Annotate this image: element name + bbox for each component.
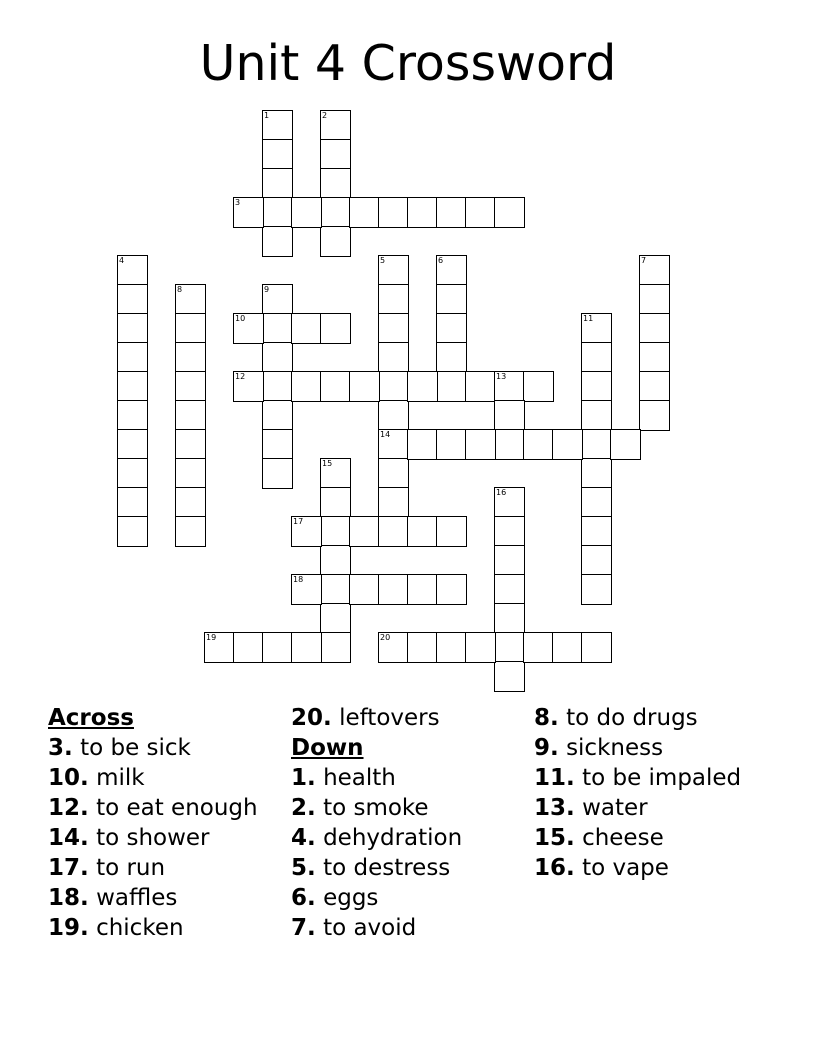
grid-cell[interactable] [581, 371, 612, 402]
clue-down-4: 4. dehydration [291, 825, 463, 851]
grid-cell[interactable] [262, 197, 293, 228]
clue-number: 15 [322, 459, 333, 468]
grid-cell[interactable] [378, 313, 409, 344]
grid-cell[interactable] [465, 197, 496, 228]
grid-cell[interactable] [523, 429, 554, 460]
grid-cell[interactable] [494, 371, 525, 402]
grid-cell[interactable] [639, 342, 670, 373]
grid-cell[interactable] [436, 574, 467, 605]
grid-cell[interactable] [610, 429, 641, 460]
grid-cell[interactable] [639, 371, 670, 402]
grid-cell[interactable] [175, 284, 206, 315]
clue-across-3: 3. to be sick [48, 735, 191, 761]
grid-cell[interactable] [320, 603, 351, 634]
grid-cell[interactable] [436, 516, 467, 547]
grid-cell[interactable] [262, 110, 293, 141]
clue-number: 12 [235, 372, 246, 381]
grid-cell[interactable] [175, 371, 206, 402]
grid-cell[interactable] [349, 371, 380, 402]
grid-cell[interactable] [117, 400, 148, 431]
grid-cell[interactable] [233, 371, 264, 402]
grid-cell[interactable] [407, 429, 438, 460]
grid-cell[interactable] [581, 574, 612, 605]
grid-cell[interactable] [117, 371, 148, 402]
clue-number: 7 [641, 256, 647, 265]
grid-cell[interactable] [494, 603, 525, 634]
grid-cell[interactable] [581, 400, 612, 431]
grid-cell[interactable] [117, 429, 148, 460]
grid-cell[interactable] [494, 632, 525, 663]
grid-cell[interactable] [117, 516, 148, 547]
clue-number: 11 [583, 314, 594, 323]
grid-cell[interactable] [262, 313, 293, 344]
grid-cell[interactable] [494, 429, 525, 460]
grid-cell[interactable] [581, 632, 612, 663]
grid-cell[interactable] [407, 574, 438, 605]
grid-cell[interactable] [407, 632, 438, 663]
clue-down-8: 8. to do drugs [534, 705, 698, 731]
clue-across-20: 20. leftovers [291, 705, 440, 731]
clue-number: 3 [235, 198, 241, 207]
grid-cell[interactable] [552, 429, 583, 460]
grid-cell[interactable] [639, 313, 670, 344]
clue-number: 5 [380, 256, 386, 265]
clue-number: 13 [496, 372, 507, 381]
clue-number: 4 [119, 256, 125, 265]
grid-cell[interactable] [320, 574, 351, 605]
grid-cell[interactable] [436, 313, 467, 344]
grid-cell[interactable] [320, 168, 351, 199]
page-title: Unit 4 Crossword [199, 35, 617, 92]
grid-cell[interactable] [320, 197, 351, 228]
grid-cell[interactable] [175, 458, 206, 489]
grid-cell[interactable] [436, 284, 467, 315]
grid-cell[interactable] [291, 574, 322, 605]
grid-cell[interactable] [262, 400, 293, 431]
grid-cell[interactable] [175, 487, 206, 518]
grid-cell[interactable] [639, 284, 670, 315]
grid-cell[interactable] [523, 632, 554, 663]
grid-cell[interactable] [262, 168, 293, 199]
grid-cell[interactable] [117, 487, 148, 518]
clue-across-12: 12. to eat enough [48, 795, 258, 821]
grid-cell[interactable] [320, 313, 351, 344]
clues-column-1 [48, 703, 258, 943]
clue-down-5: 5. to destress [291, 855, 451, 881]
clues-column-3 [534, 703, 741, 883]
clue-number: 18 [293, 575, 304, 584]
grid-cell[interactable] [581, 458, 612, 489]
grid-cell[interactable] [175, 400, 206, 431]
grid-cell[interactable] [378, 429, 409, 460]
grid-cell[interactable] [436, 197, 467, 228]
clue-number: 16 [496, 488, 507, 497]
clue-number: 9 [264, 285, 270, 294]
grid-cell[interactable] [204, 632, 235, 663]
clue-down-6: 6. eggs [291, 885, 379, 911]
grid-cell[interactable] [175, 516, 206, 547]
grid-cell[interactable] [233, 313, 264, 344]
grid-cell[interactable] [407, 197, 438, 228]
clue-down-1: 1. health [291, 765, 396, 791]
clue-number: 20 [380, 633, 391, 642]
grid-cell[interactable] [291, 632, 322, 663]
clue-number: 2 [322, 111, 328, 120]
grid-cell[interactable] [262, 371, 293, 402]
grid-cell[interactable] [175, 429, 206, 460]
grid-cell[interactable] [494, 545, 525, 576]
grid-cell[interactable] [581, 487, 612, 518]
grid-cell[interactable] [378, 632, 409, 663]
grid-cell[interactable] [320, 487, 351, 518]
clue-number: 19 [206, 633, 217, 642]
grid-cell[interactable] [320, 110, 351, 141]
grid-cell[interactable] [320, 632, 351, 663]
clue-number: 17 [293, 517, 304, 526]
clue-number: 14 [380, 430, 391, 439]
clue-across-17: 17. to run [48, 855, 166, 881]
grid-cell[interactable] [117, 255, 148, 286]
grid-cell[interactable] [581, 342, 612, 373]
grid-cell[interactable] [552, 632, 583, 663]
clue-number: 1 [264, 111, 270, 120]
grid-cell[interactable] [581, 545, 612, 576]
clues-column-2 [291, 703, 462, 943]
grid-cell[interactable] [320, 516, 351, 547]
grid-cell[interactable] [320, 545, 351, 576]
grid-cell[interactable] [465, 371, 496, 402]
clue-down-13: 13. water [534, 795, 648, 821]
clue-down-16: 16. to vape [534, 855, 669, 881]
grid-cell[interactable] [262, 632, 293, 663]
grid-cell[interactable] [436, 632, 467, 663]
grid-cell[interactable] [494, 574, 525, 605]
grid-cell[interactable] [581, 429, 612, 460]
grid-cell[interactable] [378, 197, 409, 228]
clue-down-7: 7. to avoid [291, 915, 417, 941]
grid-cell[interactable] [320, 139, 351, 170]
grid-cell[interactable] [494, 516, 525, 547]
grid-cell[interactable] [291, 313, 322, 344]
clue-across-10: 10. milk [48, 765, 145, 791]
grid-cell[interactable] [262, 284, 293, 315]
grid-cell[interactable] [378, 400, 409, 431]
grid-cell[interactable] [523, 371, 554, 402]
grid-cell[interactable] [320, 226, 351, 257]
grid-cell[interactable] [262, 139, 293, 170]
clue-number: 6 [438, 256, 444, 265]
clue-down-15: 15. cheese [534, 825, 664, 851]
grid-cell[interactable] [378, 574, 409, 605]
clue-down-9: 9. sickness [534, 735, 664, 761]
grid-cell[interactable] [465, 632, 496, 663]
grid-cell[interactable] [117, 284, 148, 315]
grid-cell[interactable] [494, 487, 525, 518]
clue-down-11: 11. to be impaled [534, 765, 742, 791]
grid-cell[interactable] [494, 400, 525, 431]
down-heading: Down [291, 735, 364, 761]
grid-cell[interactable] [233, 197, 264, 228]
grid-cell[interactable] [378, 487, 409, 518]
grid-cell[interactable] [378, 371, 409, 402]
grid-cell[interactable] [494, 197, 525, 228]
grid-cell[interactable] [407, 371, 438, 402]
grid-cell[interactable] [378, 284, 409, 315]
grid-cell[interactable] [320, 371, 351, 402]
grid-cell[interactable] [291, 371, 322, 402]
grid-cell[interactable] [639, 400, 670, 431]
grid-cell[interactable] [465, 429, 496, 460]
grid-cell[interactable] [349, 516, 380, 547]
grid-cell[interactable] [378, 342, 409, 373]
grid-cell[interactable] [117, 458, 148, 489]
grid-cell[interactable] [407, 516, 438, 547]
clue-across-19: 19. chicken [48, 915, 184, 941]
grid-cell[interactable] [262, 342, 293, 373]
grid-cell[interactable] [436, 429, 467, 460]
grid-cell[interactable] [291, 197, 322, 228]
grid-cell[interactable] [349, 197, 380, 228]
grid-cell[interactable] [494, 661, 525, 692]
clue-across-14: 14. to shower [48, 825, 210, 851]
grid-cell[interactable] [175, 342, 206, 373]
grid-cell[interactable] [233, 632, 264, 663]
grid-cell[interactable] [117, 313, 148, 344]
grid-cell[interactable] [436, 342, 467, 373]
grid-cell[interactable] [378, 458, 409, 489]
grid-cell[interactable] [581, 516, 612, 547]
clue-number: 8 [177, 285, 183, 294]
grid-cell[interactable] [349, 574, 380, 605]
grid-cell[interactable] [581, 313, 612, 344]
across-heading: Across [48, 705, 134, 731]
clue-number: 10 [235, 314, 246, 323]
grid-cell[interactable] [262, 226, 293, 257]
grid-cell[interactable] [291, 516, 322, 547]
grid-cell[interactable] [175, 313, 206, 344]
grid-cell[interactable] [262, 429, 293, 460]
grid-cell[interactable] [262, 458, 293, 489]
grid-cell[interactable] [639, 255, 670, 286]
grid-cell[interactable] [436, 255, 467, 286]
grid-cell[interactable] [320, 458, 351, 489]
grid-cell[interactable] [378, 255, 409, 286]
grid-cell[interactable] [436, 371, 467, 402]
grid-cell[interactable] [117, 342, 148, 373]
clue-down-2: 2. to smoke [291, 795, 429, 821]
clue-across-18: 18. waffles [48, 885, 178, 911]
grid-cell[interactable] [378, 516, 409, 547]
